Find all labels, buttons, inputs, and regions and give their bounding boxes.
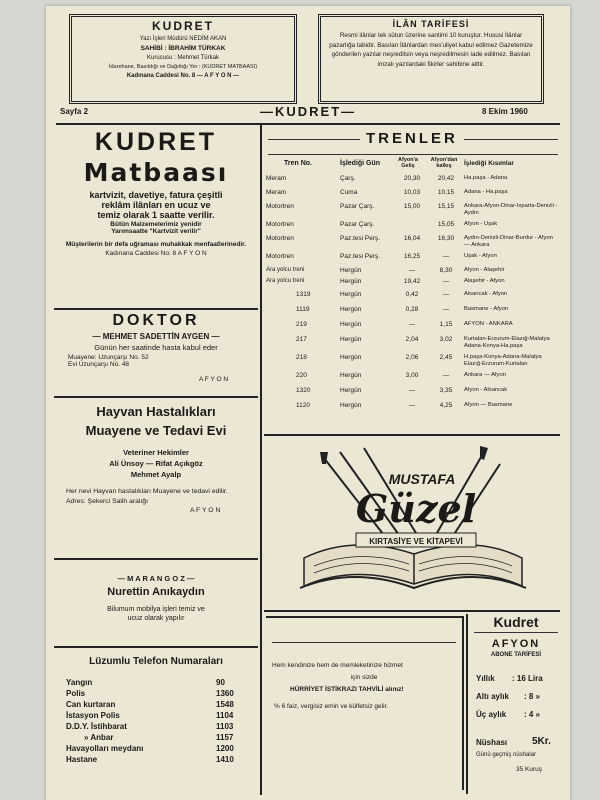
train-departure: 8,30	[439, 267, 453, 274]
masthead-city: Kadınana Caddesi No. 8 — A F Y O N —	[126, 73, 240, 79]
masthead-address: İdarehane, Basıldığı ve Dağıttığı Yer : (KUDRET MATBAASI)	[108, 64, 258, 70]
phone-label: Havayolları meydanı	[66, 744, 144, 753]
phone-row	[66, 722, 246, 733]
train-departure: 15,15	[437, 203, 455, 210]
train-row	[264, 401, 562, 416]
train-route: Ankara-Afyon-Dinar-Isparta-Denizli - Aydın	[464, 203, 558, 216]
abone-nusha-label: Nüshası	[476, 738, 508, 747]
train-no: 1320	[296, 387, 311, 394]
train-departure: 3,02	[439, 336, 453, 343]
matbaa-note-2: Yarımsaatte "Kartvizit verilir"	[111, 228, 201, 235]
train-departure: 4,25	[439, 402, 453, 409]
train-route: Afyon — Basmane	[464, 402, 513, 408]
matbaa-subtitle: Matbaası	[83, 158, 229, 187]
train-route: Basmane - Afyon	[464, 306, 509, 312]
phone-label: Yangın	[66, 678, 93, 687]
masthead-editor: Yazı İşleri Müdürü NEDİM AKAN	[139, 36, 227, 42]
hayvan-ad	[54, 400, 258, 556]
phone-number: 1103	[216, 722, 234, 731]
matbaa-line-1: kartvizit, davetiye, fatura çeşitli	[89, 190, 223, 200]
book-icon	[300, 545, 526, 588]
train-route: AFYON - ANKARA	[464, 321, 513, 327]
train-route: Alsancak - Afyon	[464, 291, 508, 297]
train-route: Afyon - Alsancak	[464, 387, 508, 393]
train-departure: —	[442, 291, 450, 298]
rule-after-marangoz	[54, 646, 258, 648]
matbaa-note-1: Bütün Malzemelerimiz yenidir	[110, 221, 202, 228]
doktor-addr-1: Muayene: Uzunçarşı No. 52	[68, 354, 149, 361]
train-day: Pazar Çarş.	[340, 203, 375, 210]
train-row	[264, 202, 562, 220]
hurriyet-rule	[272, 642, 456, 643]
phone-number: 1104	[216, 711, 234, 720]
train-row	[264, 234, 562, 252]
train-row	[264, 371, 562, 386]
train-no: Motortren	[266, 203, 294, 210]
matbaa-line-2: reklâm ilânları en ucuz ve	[101, 200, 211, 210]
train-arrival: 15,00	[403, 203, 421, 210]
train-arrival: 10,03	[403, 189, 421, 196]
train-arrival: —	[408, 387, 416, 394]
hurriyet-line-1: Hem kendinize hem de memleketinize hizmet	[272, 662, 403, 669]
phone-number: 1410	[216, 755, 234, 764]
brush-icon	[320, 446, 488, 464]
train-departure: 15,05	[437, 221, 455, 228]
train-no: Motortren	[266, 253, 294, 260]
doktor-ad	[54, 312, 258, 394]
trains-title: TRENLER	[360, 130, 464, 147]
abone-nusha-value: 5Kr.	[532, 736, 551, 747]
phone-label: Polis	[66, 689, 86, 698]
train-day: Hergün	[340, 402, 362, 409]
hurriyet-line-4: % 6 faiz, vergisiz emin ve külfetsiz gelir.	[274, 703, 389, 710]
train-no: Meram	[266, 175, 287, 182]
matbaa-title: KUDRET	[94, 128, 218, 156]
train-day: Hergün	[340, 321, 362, 328]
issue-date: 8 Ekim 1960	[482, 107, 528, 116]
ilan-box	[318, 14, 544, 104]
train-arrival: 16,04	[403, 235, 421, 242]
top-rule	[56, 123, 560, 125]
train-arrival: 2,04	[405, 336, 419, 343]
train-row	[264, 353, 562, 371]
phone-number: 1157	[216, 733, 234, 742]
marangoz-text-1: Bilumum mobilya işleri temiz ve	[107, 606, 205, 613]
abone-row-label: Üç aylık	[476, 710, 507, 719]
column-divider	[260, 125, 262, 795]
train-row	[264, 252, 562, 266]
page-number: Sayfa 2	[60, 107, 89, 116]
train-arrival: 19,42	[403, 278, 421, 285]
train-day: Paz.tesi Perş.	[340, 253, 381, 260]
abone-row-label: Yıllık	[476, 674, 495, 683]
train-arrival: 0,42	[405, 291, 419, 298]
train-departure: —	[442, 306, 450, 313]
train-departure: 3,35	[439, 387, 453, 394]
train-day: Paz.tesi Perş.	[340, 235, 381, 242]
train-departure: 1,15	[439, 321, 453, 328]
train-no: 219	[296, 321, 307, 328]
rule-after-matbaa	[54, 308, 258, 310]
abone-block	[470, 612, 562, 792]
abone-sub: ABONE TARİFESİ	[490, 652, 542, 658]
train-day: Hergün	[340, 336, 362, 343]
train-route: Adana - Ha.paşa	[464, 189, 508, 195]
train-departure: —	[442, 278, 450, 285]
phone-row	[66, 700, 246, 711]
train-arrival: 0,28	[405, 306, 419, 313]
train-departure: 10,15	[437, 189, 455, 196]
hurriyet-ad	[266, 616, 464, 790]
trains-header-route: İşlediği Kısımlar	[464, 160, 514, 167]
abone-title: Kudret	[493, 614, 539, 630]
phone-label: Hastane	[66, 755, 98, 764]
train-route: Kurtalan-Erzurum-Elazığ-Malatya Adana-Konya-Ha.paşa	[464, 336, 550, 349]
rule-after-trains	[264, 434, 560, 436]
masthead-owner: SAHİBİ : İBRAHİM TÜRKAK	[140, 45, 226, 52]
train-rows	[264, 174, 562, 424]
kirtasiye-sub: KIRTASİYE VE KİTAPEVİ	[369, 537, 463, 546]
train-day: Hergün	[340, 372, 362, 379]
train-row	[264, 188, 562, 202]
train-no: 1319	[296, 291, 311, 298]
newspaper-page	[46, 6, 570, 800]
train-route: Afyon - Alaşehir	[464, 267, 505, 273]
train-departure: 16,30	[437, 235, 455, 242]
trains-header-arr: Afyon'a Geliş	[398, 157, 418, 169]
train-no: 217	[296, 336, 307, 343]
phone-row	[66, 733, 246, 744]
matbaa-footer-2: Kadınana Caddesi No: 8 A F Y O N	[105, 250, 207, 257]
train-no: Motortren	[266, 235, 294, 242]
abone-row-value: : 16 Lira	[512, 674, 543, 683]
hayvan-title-1: Hayvan Hastalıkları	[96, 404, 216, 419]
matbaa-ad	[54, 128, 258, 306]
phone-number: 90	[216, 678, 225, 687]
train-day: Hergün	[340, 291, 362, 298]
phone-label: » Anbar	[84, 733, 114, 742]
train-no: Motortren	[266, 221, 294, 228]
train-row	[264, 174, 562, 188]
masthead-title: KUDRET	[152, 19, 214, 33]
phone-number: 1200	[216, 744, 234, 753]
train-no: Meram	[266, 189, 287, 196]
train-day: Hergün	[340, 387, 362, 394]
train-row	[264, 266, 562, 277]
abone-divider	[466, 614, 468, 794]
hayvan-addr: Adres: Şekerci Salih aralığı	[66, 498, 148, 505]
abone-row	[476, 692, 562, 701]
kirtasiye-brand-1: MUSTAFA	[388, 471, 456, 487]
train-no: 1120	[296, 402, 310, 409]
train-route: H.paşa-Konya-Adana-Malatya Elazığ-Erzurum-Kurtalan	[464, 354, 542, 367]
train-row	[264, 335, 562, 353]
train-departure: 2,45	[439, 354, 453, 361]
train-arrival: 16,25	[403, 253, 421, 260]
train-departure: 20,42	[437, 175, 455, 182]
train-route: Ankara — Afyon	[464, 372, 506, 378]
hayvan-names-1: Ali Ünsoy — Rifat Açıkgöz	[109, 459, 203, 468]
trains-rule-bottom	[268, 154, 558, 155]
train-route: Alaşehir - Afyon	[464, 278, 505, 284]
matbaa-line-3: temiz olarak 1 saatte verilir.	[97, 210, 215, 220]
train-day: Pazar Çarş.	[340, 221, 375, 228]
doktor-name: — MEHMET SADETTİN AYGEN —	[92, 332, 220, 341]
train-row	[264, 320, 562, 335]
marangoz-title: — M A R A N G O Z —	[117, 574, 195, 583]
train-route: Ha.paşa - Adana	[464, 175, 508, 181]
train-no: Ara yolcu treni	[266, 267, 305, 273]
trains-header-day: İşlediği Gün	[340, 160, 381, 167]
masthead-founder: Kurucusu : Mehmet Türkak	[147, 55, 219, 61]
hayvan-title-2: Muayene ve Tedavi Evi	[85, 423, 227, 438]
train-route: Afyon - Uşak	[464, 221, 498, 227]
rule-after-hayvan	[54, 558, 258, 560]
marangoz-name: Nurettin Anıkaydın	[107, 586, 205, 598]
abone-row-value: : 8 »	[524, 692, 541, 701]
train-departure: —	[442, 253, 450, 260]
train-row	[264, 386, 562, 401]
masthead-box	[69, 14, 297, 104]
train-day: Hergün	[340, 354, 362, 361]
phone-row	[66, 711, 246, 722]
train-no: 1119	[296, 306, 310, 313]
train-no: Ara yolcu treni	[266, 278, 305, 284]
abone-gecmis: Günü geçmiş nüshalar	[476, 752, 537, 758]
train-route: Uşak - Afyon	[464, 253, 497, 259]
phone-label: Can kurtaran	[66, 700, 116, 709]
abone-row-label: Altı aylık	[476, 692, 509, 701]
paper-name: —KUDRET—	[260, 104, 357, 119]
phones-block	[54, 650, 258, 790]
doktor-title: DOKTOR	[112, 312, 200, 329]
abone-nusha	[476, 738, 562, 747]
train-departure: —	[442, 372, 450, 379]
train-row	[264, 220, 562, 234]
ilan-title: İLÂN TARİFESİ	[392, 19, 470, 29]
marangoz-ad	[54, 562, 258, 644]
abone-row	[476, 674, 562, 683]
train-arrival: 20,30	[403, 175, 421, 182]
hayvan-city: A F Y O N	[190, 507, 221, 514]
train-day: Hergün	[340, 267, 362, 274]
train-day: Çarş.	[340, 175, 356, 182]
train-arrival: —	[408, 321, 416, 328]
train-arrival: 3,00	[405, 372, 419, 379]
matbaa-footer-1: Müşterilerin bir defa uğraması muhakkak menfaatlerinedir.	[65, 241, 247, 248]
kirtasiye-ad	[264, 438, 562, 606]
phone-row	[66, 755, 246, 766]
hurriyet-line-2: için sizde	[350, 674, 378, 681]
phone-row	[66, 678, 246, 689]
kirtasiye-illustration	[264, 438, 562, 606]
phone-label: İstasyon Polis	[66, 711, 120, 720]
train-day: Hergün	[340, 278, 362, 285]
phone-label: D.D.Y. İstihbarat	[66, 722, 127, 731]
train-row	[264, 277, 562, 290]
abone-row-value: : 4 »	[524, 710, 541, 719]
train-arrival: 2,06	[405, 354, 419, 361]
abone-rule	[474, 632, 558, 633]
trains-header-dep: Afyon'dan kalkış	[430, 157, 458, 169]
abone-city: AFYON	[491, 638, 541, 650]
phones-title: Lüzumlu Telefon Numaraları	[89, 656, 223, 667]
trains-block	[264, 126, 562, 430]
train-row	[264, 290, 562, 305]
trains-header-no: Tren No.	[284, 160, 313, 167]
train-day: Cuma	[340, 189, 358, 196]
doktor-addr-2: Evi Uzunçarşı No. 48	[68, 361, 130, 368]
hayvan-names-2: Mehmet Ayalp	[130, 470, 182, 479]
train-no: 220	[296, 372, 307, 379]
hayvan-sub: Veteriner Hekimler	[123, 448, 189, 457]
train-day: Hergün	[340, 306, 362, 313]
phone-row	[66, 689, 246, 700]
abone-row	[476, 710, 562, 719]
doktor-city: A F Y O N	[199, 376, 229, 383]
hurriyet-line-3: HÜRRİYET İSTİKRAZI TAHVİLİ alınız!	[290, 686, 404, 693]
phones-list	[66, 678, 246, 774]
kirtasiye-brand-2: Güzel	[355, 486, 477, 531]
train-route: Aydın-Denizli-Dinar-Burdur - Afyon — Ankara	[464, 235, 553, 248]
marangoz-text-2: ucuz olarak yapılır	[127, 615, 185, 622]
train-arrival: —	[408, 267, 416, 274]
abone-gecmis-value: 35 Kuruş	[516, 766, 543, 773]
rule-after-doktor	[54, 396, 258, 398]
train-row	[264, 305, 562, 320]
train-no: 218	[296, 354, 307, 361]
phone-row	[66, 744, 246, 755]
phone-number: 1360	[216, 689, 234, 698]
doktor-line: Günün her saatinde hasta kabul eder	[94, 343, 218, 352]
hayvan-text: Her nevi Hayvan hastalıkları Muayene ve tedavi edilir.	[66, 488, 228, 495]
ilan-text: Resmi ilânlar tek sütun üzerine santimi 10 kuruştur. Hususi İlânlar pazarlığa tabidir. Basılan İlânlardan mes'uliyet kabul edilmez Gazetemize gönderilen yazılar neşredilsin veya neşredilmesin iade edilmez. Basılan imzalı yazılardaki fikirler sahibine aittir.	[329, 32, 533, 68]
phone-number: 1548	[216, 700, 234, 709]
train-arrival: —	[408, 402, 416, 409]
